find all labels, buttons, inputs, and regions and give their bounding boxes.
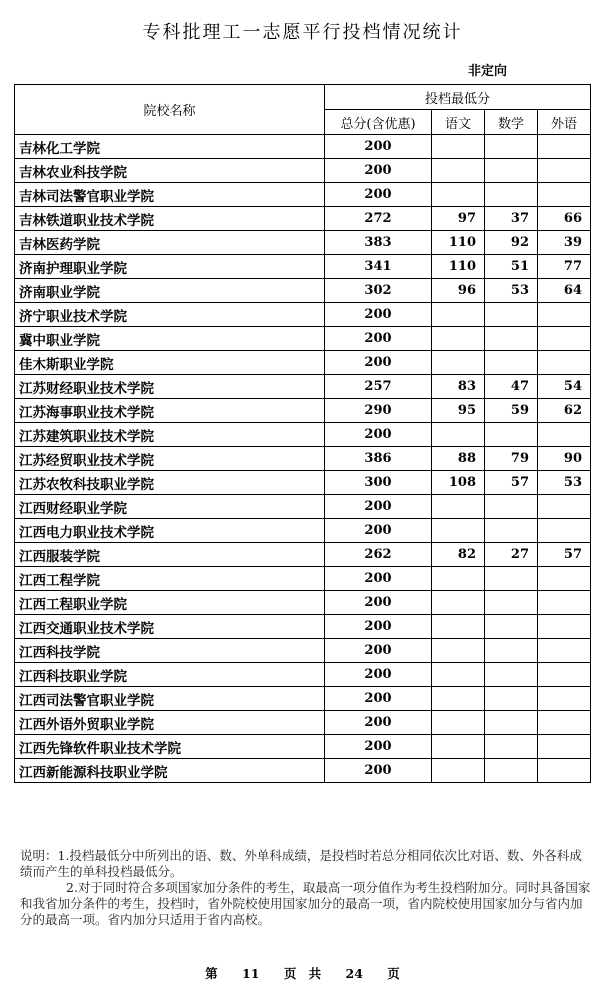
total-score-cell: 257 [325, 375, 432, 399]
table-row [15, 471, 591, 495]
total-score-cell: 200 [325, 183, 432, 207]
total-score-cell: 200 [325, 663, 432, 687]
chinese-score-cell [432, 711, 485, 735]
math-score-cell [485, 735, 538, 759]
english-score-cell [538, 663, 591, 687]
total-score-cell: 200 [325, 567, 432, 591]
chinese-score-cell [432, 567, 485, 591]
school-name-cell: 江西新能源科技职业学院 [15, 759, 325, 783]
school-name-cell: 江苏财经职业技术学院 [15, 375, 325, 399]
math-score-cell [485, 711, 538, 735]
chinese-score-cell [432, 519, 485, 543]
notes-section [20, 848, 592, 928]
math-score-cell: 92 [485, 231, 538, 255]
table-row [15, 495, 591, 519]
footer-page-total: 24 [345, 966, 363, 981]
math-score-cell [485, 519, 538, 543]
total-score-cell: 200 [325, 735, 432, 759]
total-score-cell: 200 [325, 759, 432, 783]
math-score-cell [485, 663, 538, 687]
table-row [15, 711, 591, 735]
school-name-cell: 江西科技职业学院 [15, 663, 325, 687]
footer-mid: 页 共 [283, 966, 322, 981]
english-score-cell: 77 [538, 255, 591, 279]
total-score-cell: 200 [325, 519, 432, 543]
chinese-score-cell [432, 495, 485, 519]
math-score-cell [485, 327, 538, 351]
math-score-cell [485, 159, 538, 183]
school-name-cell: 江西科技学院 [15, 639, 325, 663]
total-score-cell: 200 [325, 303, 432, 327]
table-row [15, 543, 591, 567]
table-row [15, 183, 591, 207]
math-score-cell [485, 639, 538, 663]
chinese-score-cell [432, 135, 485, 159]
math-score-cell [485, 567, 538, 591]
english-score-cell [538, 495, 591, 519]
footer-prefix: 第 [205, 966, 218, 981]
total-score-cell: 200 [325, 135, 432, 159]
table-row [15, 231, 591, 255]
total-score-cell: 341 [325, 255, 432, 279]
math-score-cell: 51 [485, 255, 538, 279]
english-score-cell [538, 567, 591, 591]
math-score-cell: 47 [485, 375, 538, 399]
school-name-cell: 吉林化工学院 [15, 135, 325, 159]
chinese-score-cell: 82 [432, 543, 485, 567]
chinese-score-cell: 83 [432, 375, 485, 399]
table-row [15, 567, 591, 591]
chinese-score-cell [432, 639, 485, 663]
math-score-cell: 59 [485, 399, 538, 423]
math-score-cell [485, 591, 538, 615]
school-name-cell: 江西服装学院 [15, 543, 325, 567]
english-score-cell [538, 711, 591, 735]
header-min-score-group: 投档最低分 [325, 85, 591, 110]
chinese-score-cell [432, 663, 485, 687]
table-row [15, 735, 591, 759]
total-score-cell: 200 [325, 639, 432, 663]
chinese-score-cell [432, 687, 485, 711]
school-name-cell: 江苏建筑职业技术学院 [15, 423, 325, 447]
table-row [15, 375, 591, 399]
note-2: 2.对于同时符合多项国家加分条件的考生，取最高一项分值作为考生投档附加分。同时具备国家和我省加分条件的考生，投档时，省外院校使用国家加分的最高一项，省内院校使用国家加分与省内加分的最高一项。省内加分只适用于省内高校。 [20, 880, 591, 927]
math-score-cell: 27 [485, 543, 538, 567]
chinese-score-cell: 95 [432, 399, 485, 423]
chinese-score-cell: 97 [432, 207, 485, 231]
math-score-cell [485, 615, 538, 639]
total-score-cell: 200 [325, 591, 432, 615]
english-score-cell: 53 [538, 471, 591, 495]
chinese-score-cell [432, 351, 485, 375]
english-score-cell [538, 183, 591, 207]
english-score-cell [538, 519, 591, 543]
table-row [15, 447, 591, 471]
chinese-score-cell [432, 159, 485, 183]
math-score-cell [485, 303, 538, 327]
math-score-cell: 53 [485, 279, 538, 303]
english-score-cell [538, 759, 591, 783]
english-score-cell [538, 615, 591, 639]
total-score-cell: 200 [325, 495, 432, 519]
chinese-score-cell [432, 423, 485, 447]
total-score-cell: 200 [325, 327, 432, 351]
chinese-score-cell: 96 [432, 279, 485, 303]
table-row [15, 327, 591, 351]
chinese-score-cell [432, 183, 485, 207]
table-row [15, 687, 591, 711]
admission-score-table [14, 84, 591, 783]
school-name-cell: 江西电力职业技术学院 [15, 519, 325, 543]
school-name-cell: 济南护理职业学院 [15, 255, 325, 279]
header-english: 外语 [538, 110, 591, 135]
subtitle-non-directed: 非定向 [468, 64, 508, 79]
table-row [15, 159, 591, 183]
school-name-cell: 江西财经职业学院 [15, 495, 325, 519]
header-math: 数学 [485, 110, 538, 135]
school-name-cell: 江苏农牧科技职业学院 [15, 471, 325, 495]
table-row [15, 591, 591, 615]
chinese-score-cell: 88 [432, 447, 485, 471]
english-score-cell [538, 351, 591, 375]
table-row [15, 519, 591, 543]
school-name-cell: 济宁职业技术学院 [15, 303, 325, 327]
english-score-cell [538, 135, 591, 159]
school-name-cell: 济南职业学院 [15, 279, 325, 303]
english-score-cell: 62 [538, 399, 591, 423]
table-row [15, 759, 591, 783]
total-score-cell: 272 [325, 207, 432, 231]
chinese-score-cell [432, 327, 485, 351]
school-name-cell: 吉林铁道职业技术学院 [15, 207, 325, 231]
total-score-cell: 200 [325, 159, 432, 183]
chinese-score-cell: 110 [432, 255, 485, 279]
school-name-cell: 江苏海事职业技术学院 [15, 399, 325, 423]
math-score-cell [485, 351, 538, 375]
footer-page-number: 11 [242, 966, 260, 981]
school-name-cell: 吉林农业科技学院 [15, 159, 325, 183]
table-row [15, 639, 591, 663]
math-score-cell [485, 495, 538, 519]
school-name-cell: 江苏经贸职业技术学院 [15, 447, 325, 471]
english-score-cell [538, 687, 591, 711]
school-name-cell: 江西司法警官职业学院 [15, 687, 325, 711]
english-score-cell: 54 [538, 375, 591, 399]
table-row [15, 423, 591, 447]
english-score-cell: 66 [538, 207, 591, 231]
total-score-cell: 290 [325, 399, 432, 423]
english-score-cell [538, 423, 591, 447]
english-score-cell [538, 159, 591, 183]
english-score-cell: 39 [538, 231, 591, 255]
table-row [15, 615, 591, 639]
total-score-cell: 200 [325, 615, 432, 639]
chinese-score-cell: 108 [432, 471, 485, 495]
table-row [15, 207, 591, 231]
table-row [15, 255, 591, 279]
english-score-cell: 90 [538, 447, 591, 471]
school-name-cell: 江西工程学院 [15, 567, 325, 591]
page-footer [0, 964, 605, 982]
table-row [15, 663, 591, 687]
english-score-cell: 64 [538, 279, 591, 303]
math-score-cell [485, 687, 538, 711]
school-name-cell: 佳木斯职业学院 [15, 351, 325, 375]
math-score-cell: 57 [485, 471, 538, 495]
school-name-cell: 江西工程职业学院 [15, 591, 325, 615]
total-score-cell: 200 [325, 711, 432, 735]
english-score-cell [538, 735, 591, 759]
total-score-cell: 200 [325, 423, 432, 447]
total-score-cell: 386 [325, 447, 432, 471]
note-1: 说明：1.投档最低分中所列出的语、数、外单科成绩，是投档时若总分相同依次比对语、数、外各科成绩而产生的单科投档最低分。 [20, 848, 582, 879]
english-score-cell: 57 [538, 543, 591, 567]
total-score-cell: 200 [325, 351, 432, 375]
total-score-cell: 200 [325, 687, 432, 711]
math-score-cell: 79 [485, 447, 538, 471]
header-chinese: 语文 [432, 110, 485, 135]
math-score-cell: 37 [485, 207, 538, 231]
header-total: 总分(含优惠) [325, 110, 432, 135]
english-score-cell [538, 591, 591, 615]
chinese-score-cell [432, 735, 485, 759]
math-score-cell [485, 759, 538, 783]
english-score-cell [538, 639, 591, 663]
table-row [15, 303, 591, 327]
chinese-score-cell: 110 [432, 231, 485, 255]
school-name-cell: 江西交通职业技术学院 [15, 615, 325, 639]
table-row [15, 279, 591, 303]
school-name-cell: 江西外语外贸职业学院 [15, 711, 325, 735]
header-school-name: 院校名称 [15, 85, 325, 135]
total-score-cell: 300 [325, 471, 432, 495]
school-name-cell: 吉林医药学院 [15, 231, 325, 255]
page-title: 专科批理工一志愿平行投档情况统计 [142, 22, 463, 43]
chinese-score-cell [432, 759, 485, 783]
table-row [15, 135, 591, 159]
chinese-score-cell [432, 303, 485, 327]
table-row [15, 351, 591, 375]
english-score-cell [538, 303, 591, 327]
total-score-cell: 262 [325, 543, 432, 567]
chinese-score-cell [432, 615, 485, 639]
total-score-cell: 383 [325, 231, 432, 255]
school-name-cell: 冀中职业学院 [15, 327, 325, 351]
school-name-cell: 江西先锋软件职业技术学院 [15, 735, 325, 759]
total-score-cell: 302 [325, 279, 432, 303]
footer-suffix: 页 [387, 966, 400, 981]
chinese-score-cell [432, 591, 485, 615]
math-score-cell [485, 423, 538, 447]
school-name-cell: 吉林司法警官职业学院 [15, 183, 325, 207]
english-score-cell [538, 327, 591, 351]
math-score-cell [485, 135, 538, 159]
math-score-cell [485, 183, 538, 207]
table-row [15, 399, 591, 423]
